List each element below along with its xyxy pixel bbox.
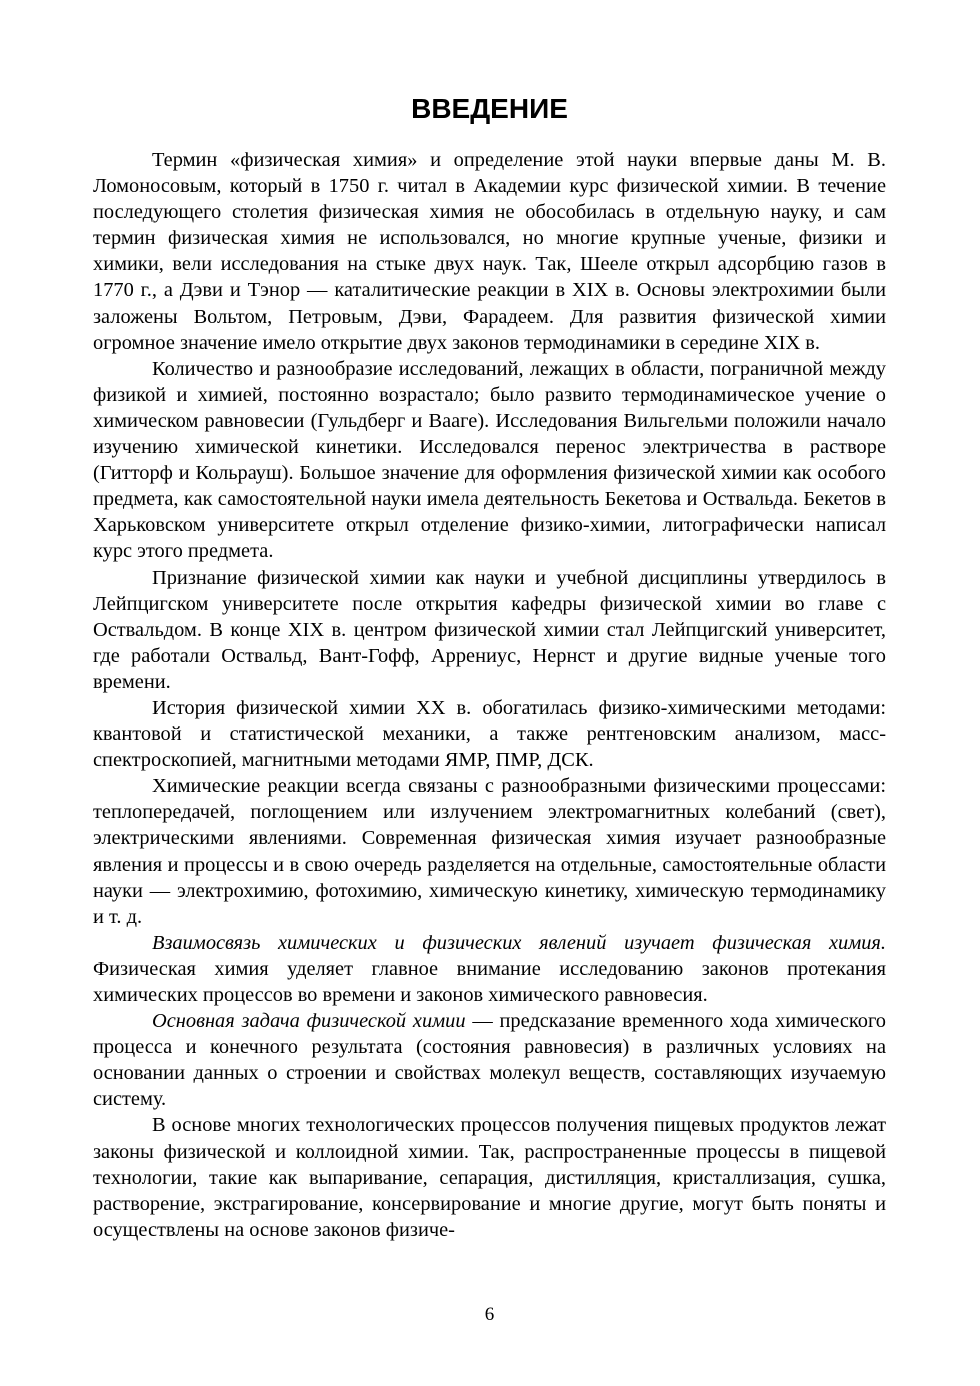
paragraph xyxy=(93,1112,886,1242)
paragraph-text: Химические реакции всегда связаны с разнообразными физическими процессами: теплопередачей, поглощением или излучением электромагнитных колебаний (свет), электрическими явлениями. Современная физическая химия изучает разнообразные явления и процессы и в свою очередь разделяется на отдельные, самостоятельные области науки — электрохимию, фотохимию, химическую кинетику, химическую термодинамику и т. д. xyxy=(93,775,886,928)
paragraph-text: Термин «физическая химия» и определение этой науки впервые даны М. В. Ломоносовым, который в 1750 г. читал в Академии курс физической химии. В течение последующего столетия физическая химия не обособилась в отдельную науку, и сам термин физическая химия не использовался, но многие крупные ученые, физики и химики, вели исследования на стыке двух наук. Так, Шееле открыл адсорбцию газов в 1770 г., а Дэви и Тэнор — каталитические реакции в XIX в. Основы электрохимии были заложены Вольтом, Петровым, Дэви, Фарадеем. Для развития физической химии огромное значение имело открытие двух законов термодинамики в середине XIX в. xyxy=(93,149,886,354)
paragraph-italic-lead: Взаимосвязь химических и физических явлений изучает физическая химия. xyxy=(152,931,886,954)
paragraph-text: В основе многих технологических процессов получения пищевых продуктов лежат законы физической и коллоидной химии. Так, распространенные процессы в пищевой технологии, такие как выпаривание, сепарация, дистилляция, кристаллизация, сушка, растворение, экстрагирование, консервирование и многие другие, могут быть поняты и осуществлены на основе законов физиче- xyxy=(93,1114,886,1241)
paragraph xyxy=(93,356,886,565)
paragraph xyxy=(93,773,886,930)
paragraph-text: — предсказание временного хода химического процесса и конечного результата (состояния равновесия) в различных условиях на основании данных о строении и свойствах молекул веществ, составляющих изучаемую систему. xyxy=(93,1010,886,1111)
paragraph xyxy=(93,565,886,695)
book-page xyxy=(93,0,886,1386)
paragraph xyxy=(93,147,886,356)
paragraph-text: Физическая химия уделяет главное внимание исследованию законов протекания химических процессов во времени и законов химического равновесия. xyxy=(93,957,886,1006)
chapter-title: ВВЕДЕНИЕ xyxy=(411,93,568,124)
paragraph xyxy=(93,1008,886,1112)
paragraph-text: История физической химии XX в. обогатилась физико-химическими методами: квантовой и статистической механики, а также рентгеновским анализом, масс-спектроскопией, магнитными методами ЯМР, ПМР, ДСК. xyxy=(93,696,886,772)
paragraph xyxy=(93,695,886,773)
paragraph-text: Признание физической химии как науки и учебной дисциплины утвердилось в Лейпцигском университете после открытия кафедры физической химии во главе с Оствальдом. В конце XIX в. центром физической химии стал Лейпцигский университет, где работали Оствальд, Вант-Гофф, Аррениус, Нернст и другие видные ученые того времени. xyxy=(93,566,886,693)
body-text xyxy=(93,147,886,1243)
paragraph-italic-lead: Основная задача физической химии xyxy=(152,1010,466,1033)
paragraph xyxy=(93,930,886,1008)
paragraph-text: Количество и разнообразие исследований, лежащих в области, пограничной между физикой и химией, постоянно возрастало; было развито термодинамическое учение о химическом равновесии (Гульдберг и Вааге). Исследования Вильгельми положили начало изучению химической кинетики. Исследовался перенос электричества в растворе (Гитторф и Кольрауш). Большое значение для оформления физической химии как особого предмета, как самостоятельной науки имела деятельность Бекетова и Оствальда. Бекетов в Харьковском университете открыл отделение физико-химии, литографически написал курс этого предмета. xyxy=(93,357,886,563)
page-number: 6 xyxy=(484,1304,495,1325)
